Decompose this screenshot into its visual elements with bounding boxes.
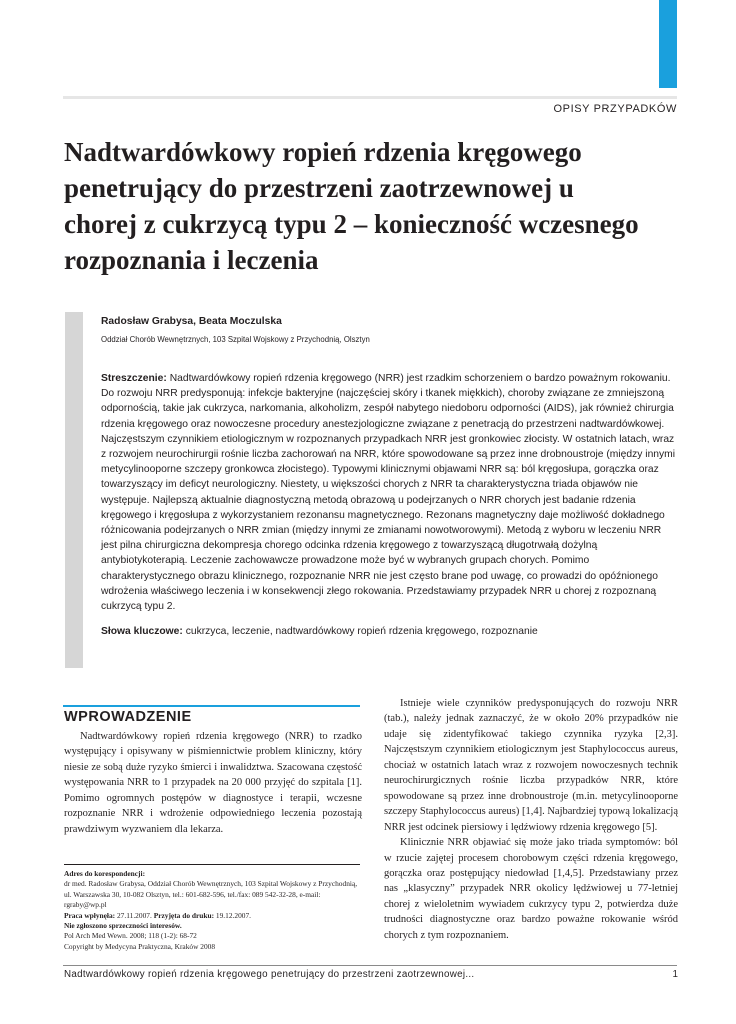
abstract (101, 371, 678, 614)
correspondence-label: Adres do korespondencji: (64, 869, 146, 878)
intro-paragraph: Nadtwardówkowy ropień rdzenia kręgowego (NRR) to rzadko występujący i opisywany w piśmiennictwie problem kliniczny, który niesie ze sobą duże ryzyko śmierci i inwalidztwa. Szacowana częstość występowania NRR to 1 przypadek na 20 000 przyjęć do szpitala [1]. Pomimo ogromnych postępów w diagnostyce i terapii, wczesne rozpoznanie NRR i wdrożenie odpowiedniego leczenia pozostają prawdziwym wyzwaniem dla lekarza. (64, 731, 362, 835)
section-heading-introduction: WPROWADZENIE (64, 709, 192, 725)
correspondence-text: dr med. Radosław Grabysa, Oddział Chorób Wewnętrznych, 103 Szpital Wojskowy z Przychodnią, ul. Warszawska 30, 10-082 Olsztyn, tel.: 601-682-596, tel./fax: 089 542-32-28, e-mail: rgraby@wp.pl (64, 879, 358, 910)
received-label: Praca wpłynęła: (64, 910, 116, 920)
footer-divider (63, 965, 677, 966)
copyright: Copyright by Medycyna Praktyczna, Kraków 2008 (64, 941, 216, 951)
accepted-date: 19.12.2007. (215, 910, 252, 920)
section-label: OPISY PRZYPADKÓW (553, 103, 677, 115)
clinical-paragraph: Klinicznie NRR objawiać się może jako triada symptomów: ból w rzucie zajętej procesem chorobowym części rdzenia kręgowego, gorączka oraz postępujący niedowład [1,4,5]. Przedstawiany przez nas „klasyczny” przypadek NRR okolicy lędźwiowej u 77-letniej chorej z wieloletnim wywiadem cukrzycy typu 2, potwierdza duże trudności diagnostyczne oraz bardzo poważne rokowanie wśród chorych z tym rozpoznaniem. (384, 837, 678, 941)
page-number: 1 (672, 969, 678, 980)
correspondence-footnote (64, 869, 362, 952)
abstract-text: Nadtwardówkowy ropień rdzenia kręgowego (NRR) jest rzadkim schorzeniem o bardzo poważnym rokowaniu. Do rozwoju NRR predysponują: infekcje bakteryjne (najczęściej skóry i tkanek miękkich), choroby związane ze zmniejszoną odpornością, takie jak cukrzyca, narkomania, alkoholizm, zespół nabytego niedoboru odporności (AIDS), jak również chirurgia rdzenia kręgowego oraz nowoczesne procedury anestezjologiczne związane z penetracją do przestrzeni nadtwardówkowej. Najczęstszym czynnikiem etiologicznym w rozpoznanych przypadkach NRR jest gronkowiec złocisty. W ostatnich latach, wraz z rozwojem neurochirurgii rośnie liczba zachorowań na NRR, które spowodowane są przez inne drobnoustroje (między innymi metycylinooporne szczepy gronkowca złocistego). Typowymi klinicznymi objawami NRR są: ból kręgosłupa, gorączka oraz towarzyszący im deficyt neurologiczny. Niestety, u większości chorych z NRR ta charakterystyczna triada objawów nie występuje. Najlepszą aktualnie diagnostyczną metodą obrazową u podejrzanych o NRR chorych jest badanie rdzenia kręgowego i kręgosłupa z wykorzystaniem rezonansu magnetycznego. Rezonans magnetyczny daje możliwość dokładnego różnicowania podejrzanych o NRR zmian (między innymi ze zmianami nowotworowymi). Metodą z wyboru w leczeniu NRR jest pilna chirurgiczna dekompresja chorego odcinka rdzenia kręgowego z towarzyszącą długotrwałą dożylną antybiotykoterapią. Leczenie zachowawcze prowadzone może być w wybranych grupach chorych. Pomimo charakterystycznego obrazu klinicznego, rozpoznanie NRR nie jest często brane pod uwagę, co prowadzi do opóźnionego wdrożenia właściwego leczenia i w konsekwencji złego rokowania. Przedstawiamy przypadek NRR u chorej z rozpoznaną cukrzycą typu 2. (101, 373, 676, 613)
citation: Pol Arch Med Wewn. 2008; 118 (1-2): 68-72 (64, 931, 197, 941)
authors: Radosław Grabysa, Beata Moczulska (101, 316, 282, 327)
keywords (101, 624, 678, 639)
conflict-statement: Nie zgłoszono sprzeczności interesów. (64, 921, 182, 931)
abstract-label: Streszczenie: (101, 373, 167, 384)
accepted-label: Przyjęta do druku: (153, 910, 215, 920)
dates-line (64, 911, 362, 921)
affiliation: Oddział Chorób Wewnętrznych, 103 Szpital Wojskowy z Przychodnią, Olsztyn (101, 335, 370, 344)
section-heading-rule (63, 705, 360, 707)
keywords-text: cukrzyca, leczenie, nadtwardówkowy ropień rdzenia kręgowego, rozpoznanie (185, 626, 538, 638)
keywords-label: Słowa kluczowe: (101, 626, 183, 638)
received-date: 27.11.2007. (116, 910, 152, 920)
right-column (384, 696, 678, 943)
left-column (64, 729, 362, 837)
header-divider (63, 96, 677, 99)
footnote-divider (64, 864, 360, 865)
article-title: Nadtwardówkowy ropień rdzenia kręgowego penetrujący do przestrzeni zaotrzewnowej u chorej z cukrzycą typu 2 – konieczność wczesnego rozpoznania i leczenia (64, 137, 639, 275)
risk-factors-paragraph: Istnieje wiele czynników predysponujących do rozwoju NRR (tab.), należy jednak zaznaczyć, że w około 20% przypadków nie udaje się zidentyfikować takiego czynnika ryzyka [2,3]. Najczęstszym czynnikiem etiologicznym jest Staphylococcus aureus, chociaż w ostatnich latach wraz z rozwojem nowoczesnych technik neurochirurgicznych rośnie liczba przypadków NRR, które spowodowane są przez inne drobnoustroje (m.in. metycylinooporne szczepy Staphylococcus aureus) [1,4]. Najbardziej typową lokalizacją NRR jest odcinek piersiowy i lędźwiowy rdzenia kręgowego [5]. (384, 698, 678, 833)
abstract-side-bar (65, 312, 83, 668)
abstract-block (101, 316, 678, 639)
running-footer-title: Nadtwardówkowy ropień rdzenia kręgowego penetrujący do przestrzeni zaotrzewnowej... (64, 969, 475, 980)
header-accent-tab (659, 0, 677, 88)
